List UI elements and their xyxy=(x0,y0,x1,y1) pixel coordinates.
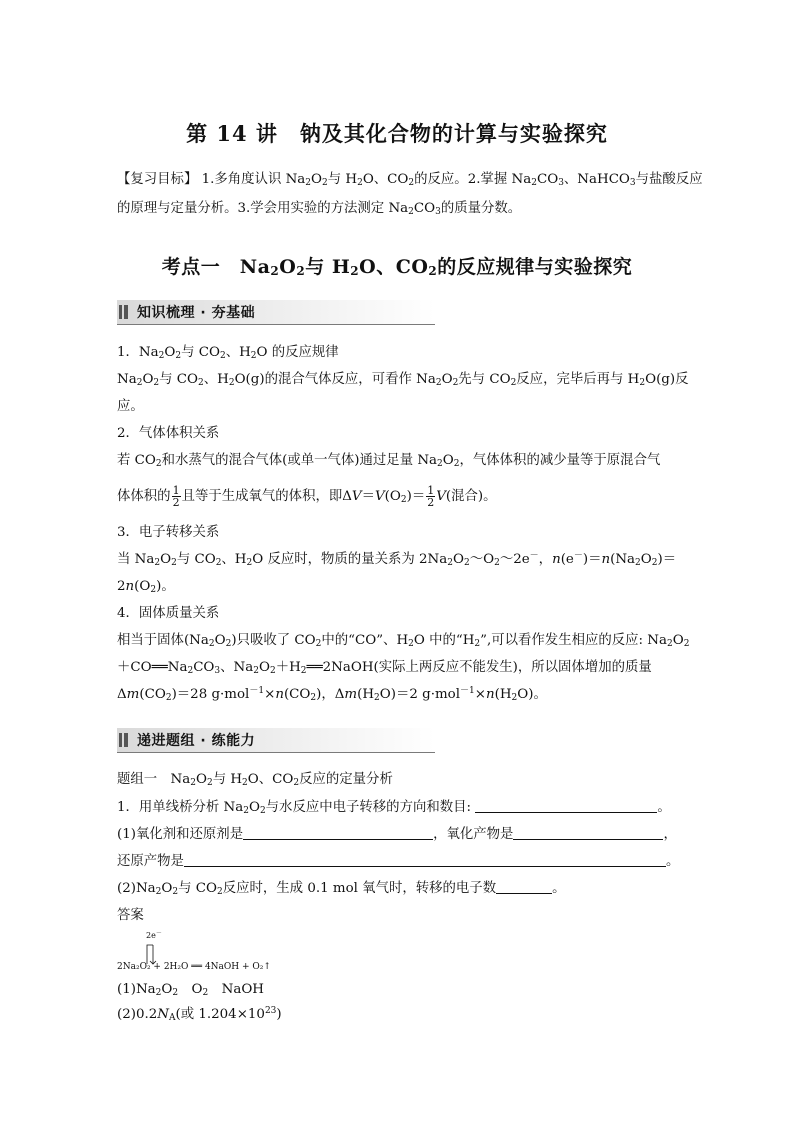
answer-blank[interactable] xyxy=(184,852,666,867)
k3-body-line2: $2n(O_2)$。 xyxy=(117,579,175,595)
answer-1: $(1)Na_2O_2$ $O_2$ NaOH xyxy=(117,982,264,998)
k2-title: 2．气体体积关系 xyxy=(117,426,220,441)
review-label: 【复习目标】 xyxy=(117,172,198,187)
k1-title: 1．$Na_2O_2$与 $CO_2$、$H_2O$ 的反应规律 xyxy=(117,345,339,361)
question-1-1: (1)氧化剂和还原剂是 ，氧化产物是 ， xyxy=(117,827,677,842)
question-1: 1．用单线桥分析 $Na_2O_2$与水反应中电子转移的方向和数目: 。 xyxy=(117,800,671,816)
k4-body-line3: $\Delta m(CO_2)=28$ $g\cdot mol^{-1}\times n(CO_2)$，$\Delta m(H_2O)=2$ $g\cdot mol^{-1}\times n(H_2O)$。 xyxy=(117,686,547,703)
k4-body-line2: $+CO══Na_2CO_3$、$Na_2O_2+H_2══2NaOH$(实际上两反应不能发生)，所以固体增加的质量 xyxy=(117,660,652,676)
k4-title: 4．固体质量关系 xyxy=(117,606,220,621)
section-heading: 考点一 $Na_2O_2$与 $H_2O$、$CO_2$的反应规律与实验探究 xyxy=(161,256,633,278)
answer-label: 答案 xyxy=(117,908,144,923)
answer-blank[interactable] xyxy=(475,798,657,813)
answer-blank[interactable] xyxy=(243,825,433,840)
k3-title: 3．电子转移关系 xyxy=(117,525,220,540)
k2-body-line1: 若 $CO_2$和水蒸气的混合气体(或单一气体)通过足量 $Na_2O_2$，气体体积的减少量等于原混合气 xyxy=(117,453,661,469)
single-bridge-equation: 2e－ 2Na₂O₂ + 2H₂O ══ 4NaOH + O₂↑ xyxy=(117,931,287,975)
k2-body-line2: 体体积的 $\frac{1}{2}$ 且等于生成氧气的体积，即$\Delta V=V(O_2)=$ $\frac{1}{2}$ V(混合)。 xyxy=(117,484,497,509)
knowledge-banner xyxy=(117,300,435,325)
question-1-2: 还原产物是 。 xyxy=(117,854,680,869)
k1-body-line2: 应。 xyxy=(117,399,144,414)
fraction-one-half: $\frac{1}{2}$ xyxy=(172,484,180,509)
k1-body-line1: $Na_2O_2$与 $CO_2$、$H_2O(g)$的混合气体反应，可看作 $Na_2O_2$先与 $CO_2$反应，完毕后再与 $H_2O(g)$反 xyxy=(117,372,689,388)
fraction-one-half: $\frac{1}{2}$ xyxy=(427,484,435,509)
lecture-title: 第 14 讲 钠及其化合物的计算与实验探究 xyxy=(186,121,608,146)
answer-2: $(2)0.2N_A$(或 $1.204\times 10^{23}$) xyxy=(117,1006,282,1023)
equation-text: 2Na₂O₂ + 2H₂O ══ 4NaOH + O₂↑ xyxy=(117,962,271,972)
answer-blank[interactable] xyxy=(513,825,663,840)
review-objectives-line1: 【复习目标】 1.多角度认识 $Na_2O_2$与 $H_2O$、$CO_2$的反应。2.掌握 $Na_2CO_3$、NaHCO$_3$与盐酸反应 xyxy=(117,172,703,188)
k3-body-line1: 当 $Na_2O_2$与 $CO_2$、$H_2O$ 反应时，物质的量关系为 $2Na_2O_2\sim O_2\sim 2e^-$，$n(e^-)=n(Na_2O_2)=$ xyxy=(117,551,677,568)
k4-body-line1: 相当于固体$(Na_2O_2)$只吸收了 $CO_2$中的“CO”、$H_2O$ 中的“$H_2$”,可以看作发生相应的反应: $Na_2O_2$ xyxy=(117,633,690,649)
question-group-title: 题组一 $Na_2O_2$与 $H_2O$、$CO_2$反应的定量分析 xyxy=(117,772,393,788)
answer-blank[interactable] xyxy=(496,879,552,894)
review-objectives-line2: 的原理与定量分析。3.学会用实验的方法测定 $Na_2CO_3$的质量分数。 xyxy=(117,201,522,217)
question-2: $(2)Na_2O_2$与 $CO_2$反应时，生成 0.1 mol 氧气时，转移的电子数 。 xyxy=(117,881,566,897)
banner-title: 知识梳理 · 夯基础 xyxy=(137,305,256,321)
banner-marker-icon xyxy=(119,305,129,319)
banner-marker-icon xyxy=(119,733,129,747)
banner-title: 递进题组 · 练能力 xyxy=(137,733,256,749)
practice-banner xyxy=(117,728,435,753)
